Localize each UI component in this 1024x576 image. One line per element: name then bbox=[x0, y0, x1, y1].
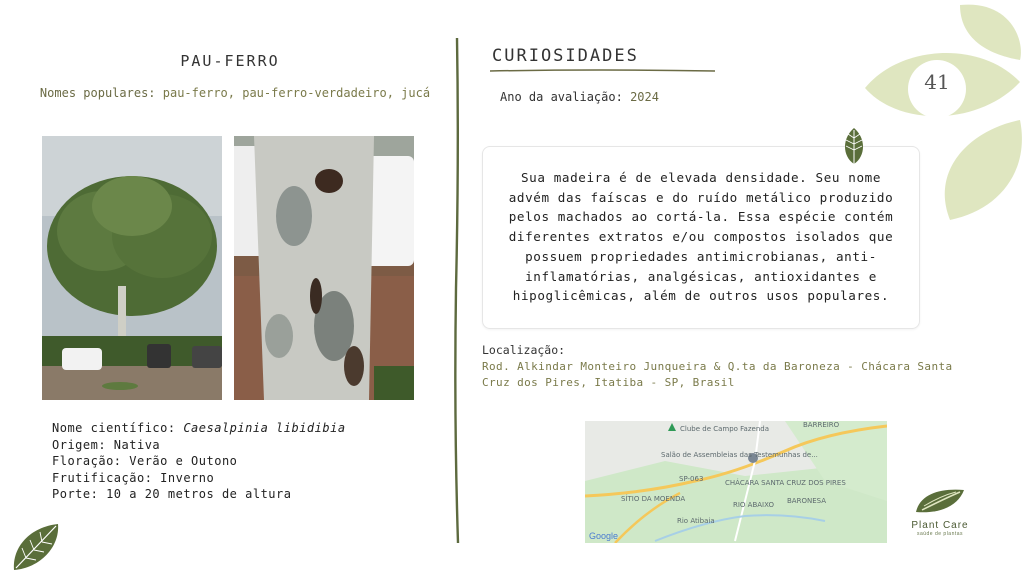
map-label-barreiro: BARREIRO bbox=[803, 421, 840, 429]
tree-photo bbox=[42, 136, 222, 400]
location-address: Rod. Alkindar Monteiro Junqueira & Q.ta da Baroneza - Chácara Santa Cruz dos Pires, Itatiba - SP, Brasil bbox=[482, 360, 953, 389]
location-map[interactable] bbox=[585, 421, 887, 543]
brand-logo bbox=[900, 486, 980, 542]
brand-name: Plant Care bbox=[911, 520, 969, 531]
plant-facts bbox=[52, 420, 346, 503]
curiosities-title: CURIOSIDADES bbox=[492, 46, 639, 66]
scientific-name bbox=[52, 420, 346, 437]
leaf-icon bbox=[840, 126, 868, 166]
flowering: Floração: Verão e Outono bbox=[52, 454, 238, 468]
map-label-club: Clube de Campo Fazenda bbox=[680, 425, 769, 433]
map-label-river: Rio Atibaia bbox=[677, 517, 715, 525]
fruiting: Frutificação: Inverno bbox=[52, 470, 215, 485]
evaluation-year bbox=[500, 90, 659, 104]
scientific-name-label: Nome científico: bbox=[52, 421, 176, 435]
size: Porte: 10 a 20 metros de altura bbox=[52, 487, 292, 501]
map-label-road: SP-063 bbox=[679, 475, 704, 483]
google-logo: Google bbox=[589, 531, 619, 541]
map-label-rio-abaixo: RIO ABAIXO bbox=[733, 501, 774, 509]
map-label-chacara: CHÁCARA SANTA CRUZ DOS PIRES bbox=[725, 479, 846, 487]
origin: Origem: Nativa bbox=[52, 437, 161, 452]
year-label: Ano da avaliação: bbox=[500, 90, 623, 104]
location-label: Localização: bbox=[482, 343, 566, 357]
popular-names-label: Nomes populares: bbox=[39, 86, 156, 100]
page-number: 41 bbox=[924, 70, 950, 94]
map-label-moenda: SÍTIO DA MOENDA bbox=[621, 495, 686, 503]
trunk-photo bbox=[234, 136, 414, 400]
map-label-baronesa: BARONESA bbox=[787, 497, 826, 505]
curiosities-card bbox=[482, 146, 920, 329]
curiosities-text: Sua madeira é de elevada densidade. Seu nome advém das faíscas e do ruído metálico produzido pelos machados ao cortá-la. Essa espécie contém diferentes extratos e/ou compostos isolados que possuem propriedades antimicrobianas, anti-inflamatórias, analgésicas, antioxidantes e hipoglicêmicas, além de outros usos populares. bbox=[508, 170, 894, 304]
popular-names-value: pau-ferro, pau-ferro-verdadeiro, jucá bbox=[162, 86, 431, 100]
scientific-name-value: Caesalpinia libidibia bbox=[183, 421, 346, 435]
brand-tagline: saúde de plantas bbox=[916, 531, 964, 537]
vertical-divider bbox=[452, 38, 462, 543]
popular-names bbox=[20, 86, 450, 100]
leaf-icon bbox=[910, 486, 970, 516]
plant-title: PAU-FERRO bbox=[180, 52, 280, 70]
map-label-hall: Salão de Assembleias das Testemunhas de... bbox=[661, 451, 818, 459]
title-underline bbox=[490, 68, 715, 74]
year-value: 2024 bbox=[630, 90, 659, 104]
leaf-icon bbox=[10, 522, 62, 572]
